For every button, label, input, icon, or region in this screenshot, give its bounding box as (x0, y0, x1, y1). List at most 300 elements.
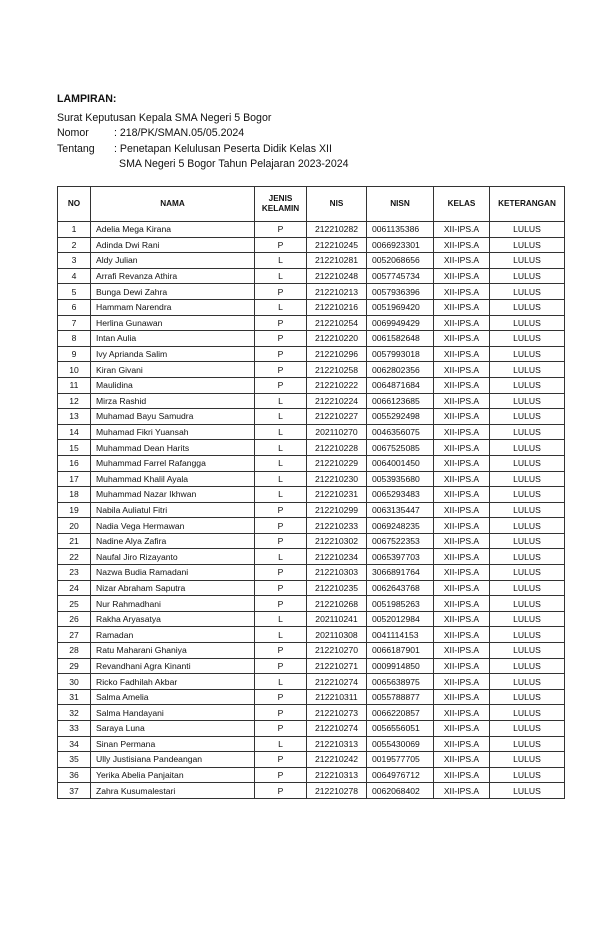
table-row (58, 362, 565, 378)
cell-keterangan: LULUS (490, 315, 565, 331)
cell-nis: 212210231 (307, 487, 367, 503)
cell-kelas: XII-IPS.A (434, 721, 490, 737)
cell-no: 36 (58, 767, 91, 783)
table-row (58, 736, 565, 752)
cell-kelas: XII-IPS.A (434, 284, 490, 300)
table-row (58, 440, 565, 456)
cell-kelas: XII-IPS.A (434, 393, 490, 409)
cell-nisn: 0053935680 (367, 471, 434, 487)
cell-kelas: XII-IPS.A (434, 518, 490, 534)
cell-jenis-kelamin: L (255, 409, 307, 425)
cell-no: 13 (58, 409, 91, 425)
cell-nama: Salma Handayani (91, 705, 255, 721)
table-row (58, 689, 565, 705)
cell-nisn: 3066891764 (367, 565, 434, 581)
table-row (58, 253, 565, 269)
cell-kelas: XII-IPS.A (434, 346, 490, 362)
cell-no: 8 (58, 331, 91, 347)
graduation-table (57, 186, 565, 799)
cell-keterangan: LULUS (490, 596, 565, 612)
cell-kelas: XII-IPS.A (434, 705, 490, 721)
cell-jenis-kelamin: P (255, 284, 307, 300)
cell-kelas: XII-IPS.A (434, 611, 490, 627)
cell-no: 29 (58, 658, 91, 674)
cell-keterangan: LULUS (490, 627, 565, 643)
cell-keterangan: LULUS (490, 487, 565, 503)
cell-nisn: 0064001450 (367, 455, 434, 471)
cell-keterangan: LULUS (490, 721, 565, 737)
cell-nisn: 0062068402 (367, 783, 434, 799)
cell-nis: 212210254 (307, 315, 367, 331)
table-row (58, 409, 565, 425)
cell-no: 2 (58, 237, 91, 253)
cell-nama: Muhammad Nazar Ikhwan (91, 487, 255, 503)
cell-kelas: XII-IPS.A (434, 565, 490, 581)
cell-keterangan: LULUS (490, 643, 565, 659)
table-row (58, 268, 565, 284)
cell-no: 37 (58, 783, 91, 799)
cell-jenis-kelamin: P (255, 362, 307, 378)
cell-nisn: 0064871684 (367, 377, 434, 393)
table-row (58, 222, 565, 238)
cell-jenis-kelamin: L (255, 424, 307, 440)
cell-jenis-kelamin: P (255, 721, 307, 737)
cell-nama: Nabila Auliatul Fitri (91, 502, 255, 518)
cell-jenis-kelamin: P (255, 689, 307, 705)
cell-no: 24 (58, 580, 91, 596)
cell-nis: 212210273 (307, 705, 367, 721)
cell-nis: 212210281 (307, 253, 367, 269)
cell-nis: 212210222 (307, 377, 367, 393)
cell-nis: 212210303 (307, 565, 367, 581)
nomor-line (57, 126, 349, 142)
nomor-value: : 218/PK/SMAN.05/05.2024 (114, 127, 245, 139)
cell-nisn: 0052068656 (367, 253, 434, 269)
cell-no: 4 (58, 268, 91, 284)
cell-no: 34 (58, 736, 91, 752)
cell-nama: Ramadan (91, 627, 255, 643)
cell-nis: 212210233 (307, 518, 367, 534)
cell-keterangan: LULUS (490, 674, 565, 690)
cell-nis: 212210229 (307, 455, 367, 471)
cell-nisn: 0061582648 (367, 331, 434, 347)
cell-nis: 212210227 (307, 409, 367, 425)
cell-nama: Nur Rahmadhani (91, 596, 255, 612)
cell-nisn: 0065638975 (367, 674, 434, 690)
cell-no: 3 (58, 253, 91, 269)
cell-nisn: 0056556051 (367, 721, 434, 737)
cell-keterangan: LULUS (490, 409, 565, 425)
cell-no: 25 (58, 596, 91, 612)
cell-no: 32 (58, 705, 91, 721)
cell-nama: Herlina Gunawan (91, 315, 255, 331)
cell-keterangan: LULUS (490, 689, 565, 705)
cell-no: 28 (58, 643, 91, 659)
cell-jenis-kelamin: P (255, 315, 307, 331)
cell-nisn: 0067522353 (367, 533, 434, 549)
cell-nis: 212210235 (307, 580, 367, 596)
cell-kelas: XII-IPS.A (434, 502, 490, 518)
cell-nis: 212210274 (307, 721, 367, 737)
cell-nis: 212210270 (307, 643, 367, 659)
cell-kelas: XII-IPS.A (434, 767, 490, 783)
table-row (58, 346, 565, 362)
cell-nisn: 0009914850 (367, 658, 434, 674)
cell-jenis-kelamin: L (255, 736, 307, 752)
cell-nis: 212210230 (307, 471, 367, 487)
cell-nis: 202110241 (307, 611, 367, 627)
cell-jenis-kelamin: P (255, 658, 307, 674)
cell-keterangan: LULUS (490, 565, 565, 581)
cell-no: 30 (58, 674, 91, 690)
cell-jenis-kelamin: P (255, 767, 307, 783)
cell-nama: Aldy Julian (91, 253, 255, 269)
table-row (58, 237, 565, 253)
col-header-kelas: KELAS (434, 187, 490, 222)
lampiran-title: LAMPIRAN: (57, 93, 117, 105)
cell-keterangan: LULUS (490, 533, 565, 549)
cell-nisn: 0063135447 (367, 502, 434, 518)
table-row (58, 487, 565, 503)
cell-no: 22 (58, 549, 91, 565)
cell-nama: Muhammad Farrel Rafangga (91, 455, 255, 471)
cell-kelas: XII-IPS.A (434, 409, 490, 425)
table-row (58, 518, 565, 534)
table-row (58, 643, 565, 659)
cell-nama: Sinan Permana (91, 736, 255, 752)
cell-nisn: 0067525085 (367, 440, 434, 456)
cell-keterangan: LULUS (490, 284, 565, 300)
cell-keterangan: LULUS (490, 440, 565, 456)
cell-kelas: XII-IPS.A (434, 455, 490, 471)
cell-jenis-kelamin: P (255, 752, 307, 768)
cell-kelas: XII-IPS.A (434, 643, 490, 659)
col-header-nisn: NISN (367, 187, 434, 222)
cell-no: 33 (58, 721, 91, 737)
cell-nama: Muhamad Bayu Samudra (91, 409, 255, 425)
table-row (58, 721, 565, 737)
tentang-value-continued: SMA Negeri 5 Bogor Tahun Pelajaran 2023-2024 (119, 158, 349, 170)
cell-kelas: XII-IPS.A (434, 752, 490, 768)
cell-kelas: XII-IPS.A (434, 580, 490, 596)
cell-nama: Ivy Aprianda Salim (91, 346, 255, 362)
cell-nama: Nadia Vega Hermawan (91, 518, 255, 534)
cell-nisn: 0055788877 (367, 689, 434, 705)
cell-nisn: 0066220857 (367, 705, 434, 721)
cell-no: 17 (58, 471, 91, 487)
cell-nama: Ratu Maharani Ghaniya (91, 643, 255, 659)
cell-kelas: XII-IPS.A (434, 533, 490, 549)
table-row (58, 611, 565, 627)
cell-nisn: 0052012984 (367, 611, 434, 627)
cell-jenis-kelamin: P (255, 643, 307, 659)
cell-keterangan: LULUS (490, 549, 565, 565)
cell-nisn: 0055292498 (367, 409, 434, 425)
cell-nama: Maulidina (91, 377, 255, 393)
cell-nama: Intan Aulia (91, 331, 255, 347)
cell-no: 11 (58, 377, 91, 393)
cell-jenis-kelamin: P (255, 533, 307, 549)
cell-nama: Naufal Jiro Rizayanto (91, 549, 255, 565)
cell-nisn: 0046356075 (367, 424, 434, 440)
table-row (58, 658, 565, 674)
cell-nama: Saraya Luna (91, 721, 255, 737)
cell-nama: Arrafi Revanza Athira (91, 268, 255, 284)
cell-no: 10 (58, 362, 91, 378)
cell-jenis-kelamin: L (255, 549, 307, 565)
cell-nisn: 0057993018 (367, 346, 434, 362)
cell-nisn: 0065397703 (367, 549, 434, 565)
cell-nis: 212210299 (307, 502, 367, 518)
cell-nama: Rakha Aryasatya (91, 611, 255, 627)
table-row (58, 393, 565, 409)
cell-jenis-kelamin: L (255, 299, 307, 315)
cell-nama: Muhammad Khalil Ayala (91, 471, 255, 487)
cell-jenis-kelamin: P (255, 580, 307, 596)
cell-no: 6 (58, 299, 91, 315)
cell-kelas: XII-IPS.A (434, 299, 490, 315)
cell-no: 23 (58, 565, 91, 581)
cell-nis: 212210302 (307, 533, 367, 549)
cell-keterangan: LULUS (490, 736, 565, 752)
cell-nis: 212210313 (307, 767, 367, 783)
cell-jenis-kelamin: L (255, 627, 307, 643)
cell-nis: 212210313 (307, 736, 367, 752)
cell-jenis-kelamin: P (255, 346, 307, 362)
col-header-jenis-kelamin-text: JENIS KELAMIN (261, 194, 300, 213)
cell-no: 14 (58, 424, 91, 440)
cell-kelas: XII-IPS.A (434, 736, 490, 752)
tentang-value: : Penetapan Kelulusan Peserta Didik Kelas XII (114, 142, 332, 155)
cell-nisn: 0041114153 (367, 627, 434, 643)
cell-jenis-kelamin: L (255, 471, 307, 487)
cell-no: 35 (58, 752, 91, 768)
cell-kelas: XII-IPS.A (434, 237, 490, 253)
cell-nama: Ully Justisiana Pandeangan (91, 752, 255, 768)
table-row (58, 752, 565, 768)
cell-nisn: 0062643768 (367, 580, 434, 596)
cell-nis: 212210296 (307, 346, 367, 362)
cell-keterangan: LULUS (490, 518, 565, 534)
cell-nisn: 0057745734 (367, 268, 434, 284)
cell-nis: 212210258 (307, 362, 367, 378)
cell-nisn: 0066123685 (367, 393, 434, 409)
cell-no: 5 (58, 284, 91, 300)
col-header-keterangan: KETERANGAN (490, 187, 565, 222)
table-row (58, 377, 565, 393)
table-row (58, 533, 565, 549)
cell-nama: Adelia Mega Kirana (91, 222, 255, 238)
col-header-nama: NAMA (91, 187, 255, 222)
cell-kelas: XII-IPS.A (434, 487, 490, 503)
cell-nama: Adinda Dwi Rani (91, 237, 255, 253)
cell-jenis-kelamin: P (255, 565, 307, 581)
cell-kelas: XII-IPS.A (434, 658, 490, 674)
cell-no: 16 (58, 455, 91, 471)
cell-nama: Muhamad Fikri Yuansah (91, 424, 255, 440)
cell-kelas: XII-IPS.A (434, 440, 490, 456)
table-row (58, 424, 565, 440)
cell-nama: Yerika Abelia Panjaitan (91, 767, 255, 783)
col-header-jenis-kelamin (255, 187, 307, 222)
cell-keterangan: LULUS (490, 752, 565, 768)
cell-nama: Bunga Dewi Zahra (91, 284, 255, 300)
cell-keterangan: LULUS (490, 767, 565, 783)
document-header (57, 92, 349, 173)
cell-jenis-kelamin: P (255, 705, 307, 721)
cell-nisn: 0066187901 (367, 643, 434, 659)
cell-nama: Kiran Givani (91, 362, 255, 378)
cell-jenis-kelamin: P (255, 377, 307, 393)
table-row (58, 471, 565, 487)
table-row (58, 299, 565, 315)
cell-keterangan: LULUS (490, 658, 565, 674)
cell-keterangan: LULUS (490, 455, 565, 471)
cell-nisn: 0062802356 (367, 362, 434, 378)
cell-jenis-kelamin: L (255, 393, 307, 409)
cell-nis: 212210311 (307, 689, 367, 705)
cell-kelas: XII-IPS.A (434, 549, 490, 565)
cell-keterangan: LULUS (490, 362, 565, 378)
table-row (58, 331, 565, 347)
cell-kelas: XII-IPS.A (434, 331, 490, 347)
col-header-nis: NIS (307, 187, 367, 222)
table-row (58, 705, 565, 721)
cell-kelas: XII-IPS.A (434, 377, 490, 393)
cell-nisn: 0066923301 (367, 237, 434, 253)
cell-kelas: XII-IPS.A (434, 268, 490, 284)
cell-no: 9 (58, 346, 91, 362)
cell-jenis-kelamin: L (255, 674, 307, 690)
cell-nis: 212210242 (307, 752, 367, 768)
cell-nisn: 0051985263 (367, 596, 434, 612)
cell-nisn: 0051969420 (367, 299, 434, 315)
cell-keterangan: LULUS (490, 783, 565, 799)
cell-nisn: 0057936396 (367, 284, 434, 300)
cell-nis: 212210271 (307, 658, 367, 674)
cell-nis: 212210282 (307, 222, 367, 238)
table-row (58, 580, 565, 596)
cell-keterangan: LULUS (490, 471, 565, 487)
cell-nisn: 0069248235 (367, 518, 434, 534)
cell-nama: Mirza Rashid (91, 393, 255, 409)
cell-nama: Ricko Fadhilah Akbar (91, 674, 255, 690)
cell-kelas: XII-IPS.A (434, 689, 490, 705)
cell-keterangan: LULUS (490, 705, 565, 721)
cell-nis: 212210268 (307, 596, 367, 612)
cell-kelas: XII-IPS.A (434, 424, 490, 440)
cell-kelas: XII-IPS.A (434, 253, 490, 269)
cell-kelas: XII-IPS.A (434, 674, 490, 690)
cell-nis: 212210224 (307, 393, 367, 409)
cell-jenis-kelamin: L (255, 253, 307, 269)
cell-keterangan: LULUS (490, 237, 565, 253)
table-row (58, 783, 565, 799)
cell-jenis-kelamin: L (255, 440, 307, 456)
cell-jenis-kelamin: P (255, 783, 307, 799)
cell-keterangan: LULUS (490, 502, 565, 518)
table-row (58, 596, 565, 612)
table-row (58, 455, 565, 471)
cell-no: 31 (58, 689, 91, 705)
cell-jenis-kelamin: L (255, 487, 307, 503)
cell-nis: 212210234 (307, 549, 367, 565)
cell-jenis-kelamin: L (255, 611, 307, 627)
cell-kelas: XII-IPS.A (434, 783, 490, 799)
table-row (58, 549, 565, 565)
table-row (58, 627, 565, 643)
cell-jenis-kelamin: P (255, 518, 307, 534)
cell-no: 27 (58, 627, 91, 643)
table-row (58, 565, 565, 581)
table-row (58, 674, 565, 690)
cell-no: 1 (58, 222, 91, 238)
cell-keterangan: LULUS (490, 253, 565, 269)
cell-nis: 212210248 (307, 268, 367, 284)
cell-no: 21 (58, 533, 91, 549)
cell-nama: Nizar Abraham Saputra (91, 580, 255, 596)
cell-no: 15 (58, 440, 91, 456)
cell-nis: 212210228 (307, 440, 367, 456)
cell-keterangan: LULUS (490, 331, 565, 347)
cell-nis: 212210278 (307, 783, 367, 799)
table-row (58, 502, 565, 518)
cell-jenis-kelamin: P (255, 502, 307, 518)
cell-nisn: 0065293483 (367, 487, 434, 503)
cell-kelas: XII-IPS.A (434, 315, 490, 331)
cell-nis: 212210220 (307, 331, 367, 347)
table-row (58, 767, 565, 783)
cell-nisn: 0061135386 (367, 222, 434, 238)
nomor-label: Nomor (57, 127, 89, 139)
cell-keterangan: LULUS (490, 222, 565, 238)
cell-nis: 212210213 (307, 284, 367, 300)
table-body (58, 222, 565, 799)
cell-nisn: 0064976712 (367, 767, 434, 783)
cell-nis: 212210274 (307, 674, 367, 690)
cell-jenis-kelamin: P (255, 596, 307, 612)
cell-keterangan: LULUS (490, 346, 565, 362)
cell-keterangan: LULUS (490, 377, 565, 393)
cell-kelas: XII-IPS.A (434, 596, 490, 612)
cell-jenis-kelamin: L (255, 268, 307, 284)
cell-nisn: 0069949429 (367, 315, 434, 331)
table-row (58, 284, 565, 300)
decree-line: Surat Keputusan Kepala SMA Negeri 5 Bogor (57, 111, 272, 124)
cell-kelas: XII-IPS.A (434, 471, 490, 487)
tentang-label: Tentang (57, 142, 95, 155)
cell-kelas: XII-IPS.A (434, 222, 490, 238)
cell-jenis-kelamin: P (255, 331, 307, 347)
cell-keterangan: LULUS (490, 299, 565, 315)
cell-keterangan: LULUS (490, 393, 565, 409)
cell-kelas: XII-IPS.A (434, 627, 490, 643)
cell-keterangan: LULUS (490, 268, 565, 284)
cell-no: 26 (58, 611, 91, 627)
cell-jenis-kelamin: P (255, 222, 307, 238)
cell-nama: Revandhani Agra Kinanti (91, 658, 255, 674)
cell-nama: Muhammad Dean Harits (91, 440, 255, 456)
cell-nisn: 0019577705 (367, 752, 434, 768)
cell-nama: Zahra Kusumalestari (91, 783, 255, 799)
cell-nis: 212210216 (307, 299, 367, 315)
cell-no: 19 (58, 502, 91, 518)
table-header-row (58, 187, 565, 222)
col-header-no: NO (58, 187, 91, 222)
cell-kelas: XII-IPS.A (434, 362, 490, 378)
cell-no: 18 (58, 487, 91, 503)
cell-nama: Nazwa Budia Ramadani (91, 565, 255, 581)
